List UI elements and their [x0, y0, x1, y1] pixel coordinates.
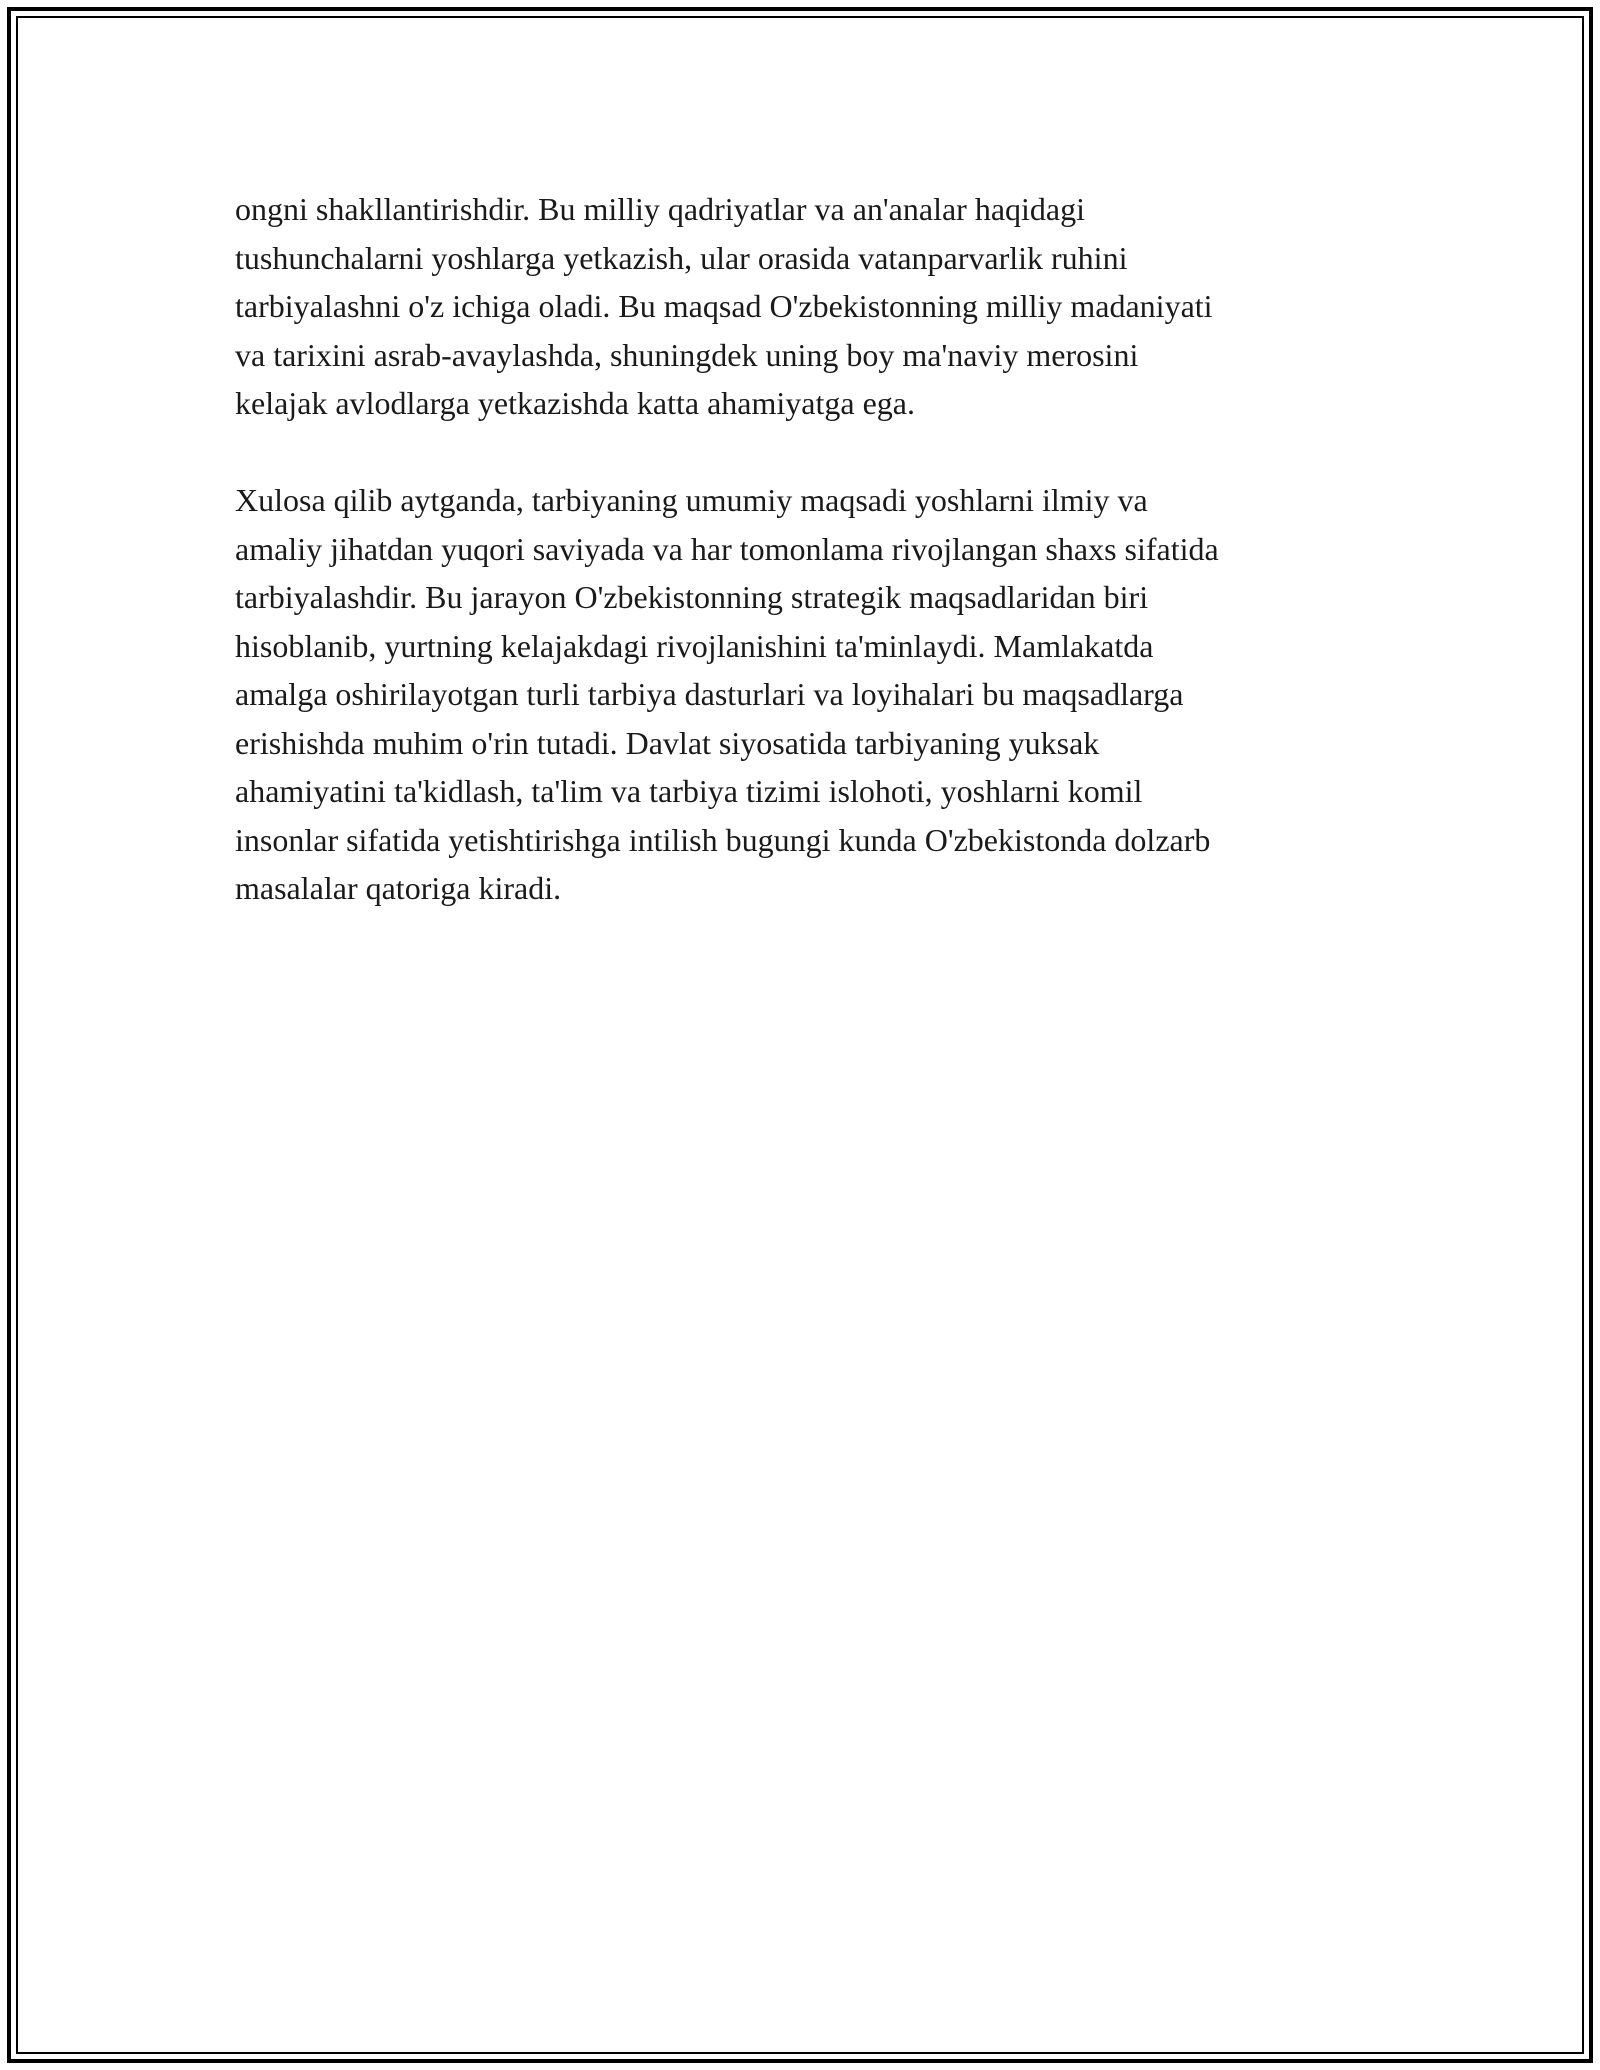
paragraph-2: Xulosa qilib aytganda, tarbiyaning umumiy maqsadi yoshlarni ilmiy va amaliy jihatdan yuqori saviyada va har tomonlama rivojlangan shaxs sifatida tarbiyalashdir. Bu jarayon O'zbekistonning strategik maqsadlaridan biri hisoblanib, yurtning kelajakdagi rivojlanishini ta'minlaydi. Mamlakatda amalga oshirilayotgan turli tarbiya dasturlari va loyihalari bu maqsadlarga erishishda muhim o'rin tutadi. Davlat siyosatida tarbiyaning yuksak ahamiyatini ta'kidlash, ta'lim va tarbiya tizimi islohoti, yoshlarni komil insonlar sifatida yetishtirishga intilish bugungi kunda O'zbekistonda dolzarb masalalar qatoriga kiradi. — [235, 482, 1219, 906]
paragraph-1: ongni shakllantirishdir. Bu milliy qadriyatlar va an'analar haqidagi tushunchalarni yoshlarga yetkazish, ular orasida vatanparvarlik ruhini tarbiyalashni o'z ichiga oladi. Bu maqsad O'zbekistonning milliy madaniyati va tarixini asrab-avaylashda, shuningdek uning boy ma'naviy merosini kelajak avlodlarga yetkazishda katta ahamiyatga ega. — [235, 191, 1213, 421]
document-body — [235, 185, 1385, 913]
